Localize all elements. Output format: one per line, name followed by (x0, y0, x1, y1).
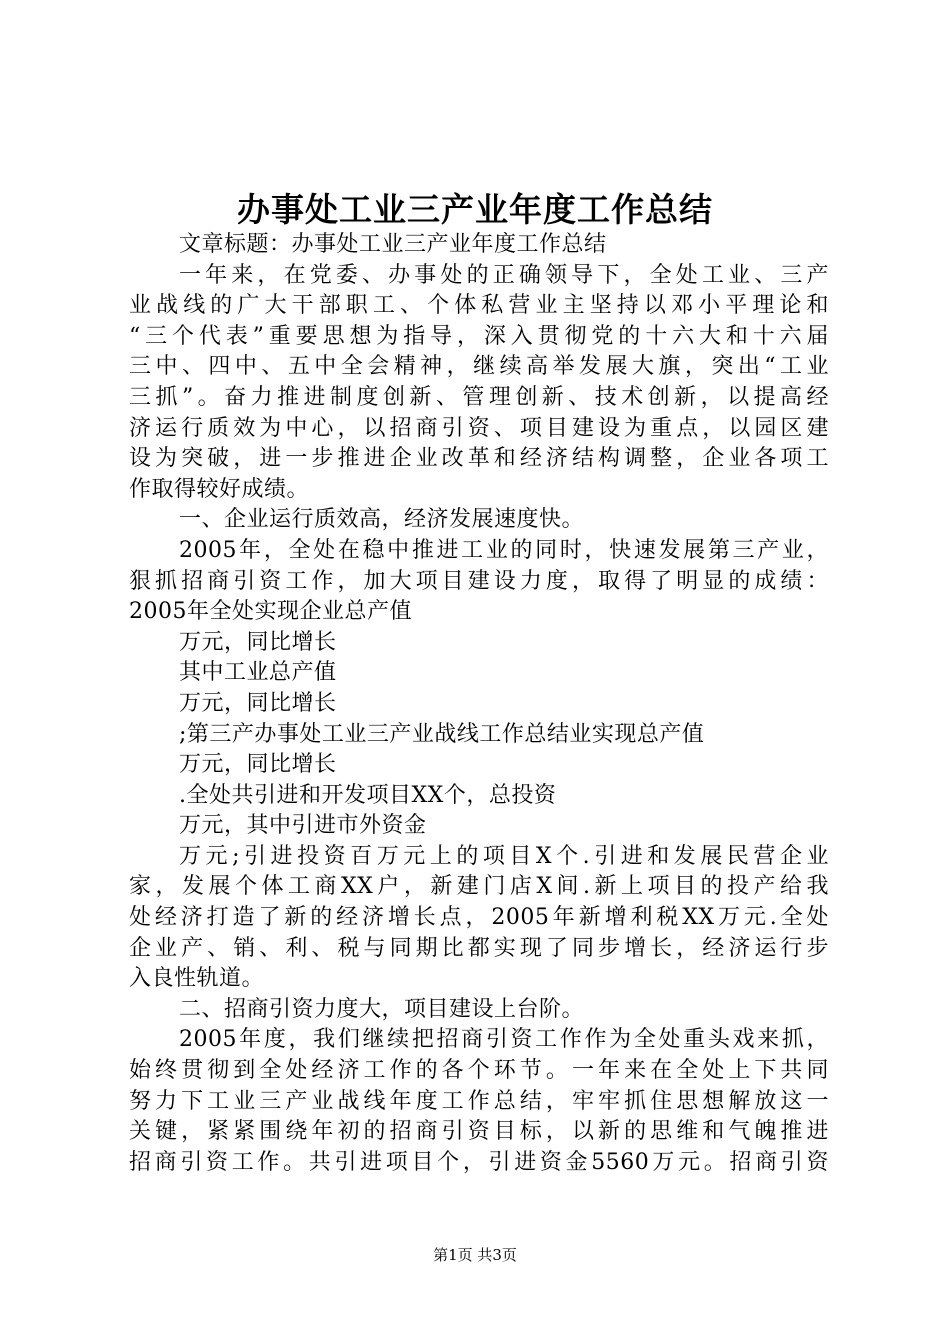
text-line: 万元;引进投资百万元上的项目X个.引进和发展民营企业 (179, 843, 829, 869)
text-line: 万元，同比增长 (179, 752, 337, 778)
text-line: 设为突破，进一步推进企业改革和经济结构调整，企业各项工 (129, 446, 829, 472)
text-line: 业战线的广大干部职工、个体私营业主坚持以邓小平理论和 (129, 293, 829, 319)
text-line: 家，发展个体工商XX户，新建门店X间.新上项目的投产给我 (129, 874, 829, 900)
text-line: 入良性轨道。 (129, 966, 265, 992)
text-line: 狠抓招商引资工作，加大项目建设力度，取得了明显的成绩： (129, 568, 829, 594)
text-line: 文章标题：办事处工业三产业年度工作总结 (179, 232, 607, 257)
text-line: 济运行质效为中心，以招商引资、项目建设为重点，以园区建 (129, 415, 829, 441)
text-line: “三个代表”重要思想为指导，深入贯彻党的十六大和十六届 (129, 323, 829, 349)
text-line: 三中、四中、五中全会精神，继续高举发展大旗，突出“工业 (129, 354, 829, 380)
text-line: 2005年度，我们继续把招商引资工作作为全处重头戏来抓， (179, 1027, 829, 1053)
text-line: 2005年，全处在稳中推进工业的同时，快速发展第三产业， (179, 537, 829, 563)
text-line: 一、企业运行质效高，经济发展速度快。 (179, 507, 585, 533)
text-line: .全处共引进和开发项目XX个，总投资 (179, 782, 557, 808)
text-line: 作取得较好成绩。 (129, 476, 310, 502)
text-line: 2005年全处实现企业总产值 (129, 599, 412, 625)
text-line: 万元，同比增长 (179, 690, 337, 716)
text-line: 三抓”。奋力推进制度创新、管理创新、技术创新，以提高经 (129, 384, 829, 410)
document-body (129, 230, 829, 1178)
text-line: 始终贯彻到全处经济工作的各个环节。一年来在全处上下共同 (129, 1058, 829, 1084)
text-line: 关键，紧紧围绕年初的招商引资目标，以新的思维和气魄推进 (129, 1119, 829, 1145)
text-line: ;第三产办事处工业三产业战线工作总结业实现总产值 (179, 721, 705, 747)
text-line: 万元，其中引进市外资金 (179, 813, 427, 839)
text-line: 万元，同比增长 (179, 629, 337, 655)
page-number-footer: 第1页 共3页 (433, 1246, 517, 1264)
document-title: 办事处工业三产业年度工作总结 (237, 190, 713, 229)
text-line: 招商引资工作。共引进项目个，引进资金5560万元。招商引资 (129, 1149, 829, 1175)
text-line: 二、招商引资力度大，项目建设上台阶。 (179, 996, 585, 1022)
text-line: 处经济打造了新的经济增长点，2005年新增利税XX万元.全处 (129, 905, 829, 931)
text-line: 其中工业总产值 (179, 660, 337, 686)
text-line: 企业产、销、利、税与同期比都实现了同步增长，经济运行步 (129, 935, 829, 961)
text-line: 一年来，在党委、办事处的正确领导下，全处工业、三产 (179, 262, 829, 288)
text-line: 努力下工业三产业战线年度工作总结，牢牢抓住思想解放这一 (129, 1088, 829, 1114)
